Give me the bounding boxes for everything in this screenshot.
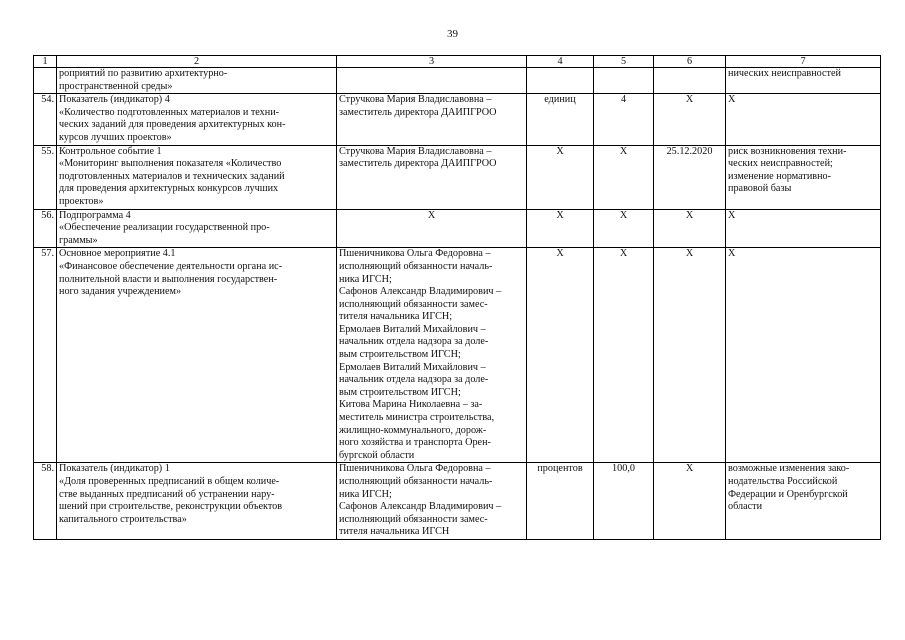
- value-cell: Х: [594, 145, 654, 209]
- date-cell: 25.12.2020: [654, 145, 726, 209]
- value-cell: Х: [594, 248, 654, 463]
- value-cell: [594, 68, 654, 94]
- unit-cell: единиц: [527, 94, 594, 145]
- table-row: [34, 145, 881, 209]
- unit-cell: Х: [527, 145, 594, 209]
- row-number-cell: 57.: [34, 248, 57, 463]
- value-cell: 4: [594, 94, 654, 145]
- row-number-cell: 55.: [34, 145, 57, 209]
- row-number-cell: 54.: [34, 94, 57, 145]
- responsible-cell: Х: [337, 209, 527, 248]
- row-number-cell: 58.: [34, 463, 57, 540]
- unit-cell: Х: [527, 248, 594, 463]
- risks-cell: Х: [726, 209, 881, 248]
- responsible-cell: Стручкова Мария Владиславовна – заместитель директора ДАИПГРОО: [337, 94, 527, 145]
- responsible-cell: [337, 68, 527, 94]
- value-cell: 100,0: [594, 463, 654, 540]
- name-cell: Контрольное событие 1 «Мониторинг выполнения показателя «Количество подготовленных материалов и технических заданий для проведения архитектурных конкурсов лучших проектов»: [57, 145, 337, 209]
- table-row: [34, 94, 881, 145]
- table-row: [34, 463, 881, 540]
- row-number-cell: [34, 68, 57, 94]
- unit-cell: процентов: [527, 463, 594, 540]
- column-header-6: 6: [654, 56, 726, 68]
- name-cell: Подпрограмма 4 «Обеспечение реализации государственной про- граммы»: [57, 209, 337, 248]
- continuation-row: [34, 68, 881, 94]
- risks-cell: Х: [726, 94, 881, 145]
- page-number: 39: [447, 28, 458, 40]
- column-number-row: [34, 56, 881, 68]
- date-cell: Х: [654, 209, 726, 248]
- date-cell: [654, 68, 726, 94]
- date-cell: Х: [654, 248, 726, 463]
- name-cell: роприятий по развитию архитектурно- пространственной среды»: [57, 68, 337, 94]
- column-header-2: 2: [57, 56, 337, 68]
- risks-cell: нических неисправностей: [726, 68, 881, 94]
- date-cell: Х: [654, 463, 726, 540]
- responsible-cell: Стручкова Мария Владиславовна – заместитель директора ДАИПГРОО: [337, 145, 527, 209]
- plan-table: [33, 55, 881, 540]
- risks-cell: возможные изменения зако- нодательства Российской Федерации и Оренбургской области: [726, 463, 881, 540]
- name-cell: Основное мероприятие 4.1 «Финансовое обеспечение деятельности органа ис- полнительной власти и выполнения государствен- ного задания учреждением»: [57, 248, 337, 463]
- column-header-3: 3: [337, 56, 527, 68]
- responsible-cell: Пшеничникова Ольга Федоровна – исполняющий обязанности началь- ника ИГСН; Сафонов Александр Владимирович – исполняющий обязанности замес- тителя начальника ИГСН; Ермолаев Виталий Михайлович – начальник отдела надзора за доле- вым строительством ИГСН; Ермолаев Виталий Михайлович – начальник отдела надзора за доле- вым строительством ИГСН; Китова Марина Николаевна – за- меститель министра строительства, жилищно-коммунального, дорож- ного хозяйства и транспорта Орен- бургской области: [337, 248, 527, 463]
- risks-cell: риск возникновения техни- ческих неисправностей; изменение нормативно- правовой базы: [726, 145, 881, 209]
- column-header-1: 1: [34, 56, 57, 68]
- column-header-5: 5: [594, 56, 654, 68]
- table-row: [34, 248, 881, 463]
- column-header-7: 7: [726, 56, 881, 68]
- column-header-4: 4: [527, 56, 594, 68]
- unit-cell: [527, 68, 594, 94]
- value-cell: Х: [594, 209, 654, 248]
- risks-cell: Х: [726, 248, 881, 463]
- date-cell: Х: [654, 94, 726, 145]
- table-row: [34, 209, 881, 248]
- responsible-cell: Пшеничникова Ольга Федоровна – исполняющий обязанности началь- ника ИГСН; Сафонов Александр Владимирович – исполняющий обязанности замес- тителя начальника ИГСН: [337, 463, 527, 540]
- unit-cell: Х: [527, 209, 594, 248]
- name-cell: Показатель (индикатор) 4 «Количество подготовленных материалов и техни- ческих заданий для проведения архитектурных кон- курсов лучших проектов»: [57, 94, 337, 145]
- name-cell: Показатель (индикатор) 1 «Доля проверенных предписаний в общем количе- стве выданных предписаний об устранении нару- шений при строительстве, реконструкции объектов капитального строительства»: [57, 463, 337, 540]
- row-number-cell: 56.: [34, 209, 57, 248]
